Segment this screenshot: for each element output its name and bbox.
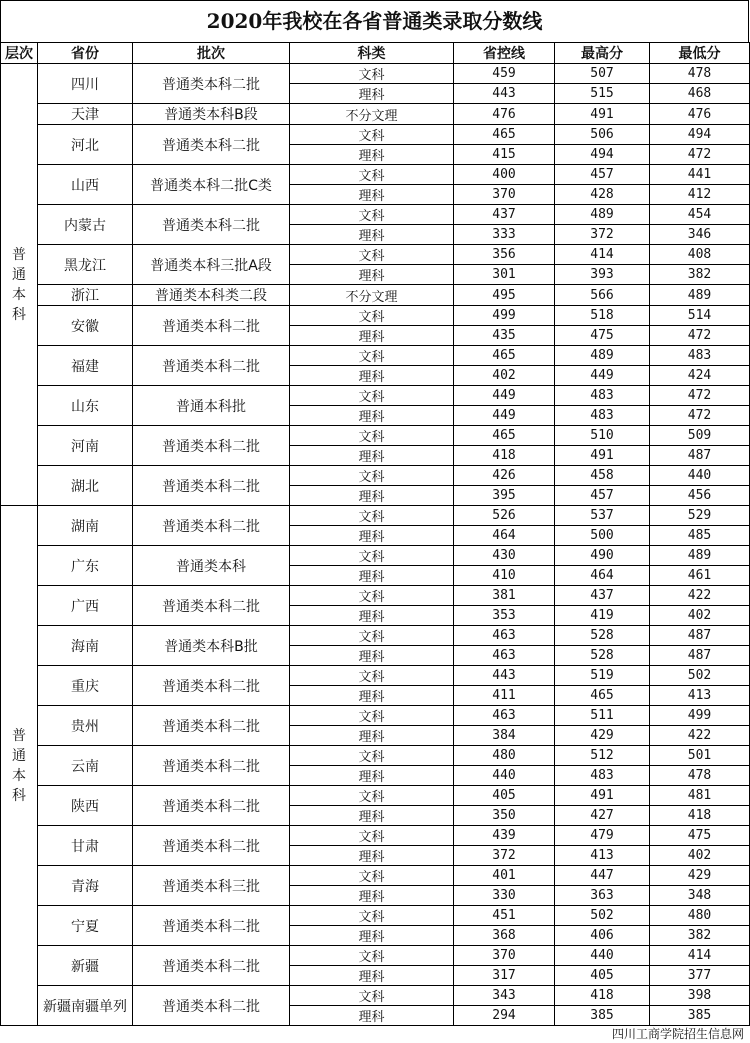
max-score-cell: 537 — [555, 506, 650, 526]
subject-cell: 文科 — [290, 125, 454, 145]
min-score-cell: 456 — [650, 486, 750, 506]
province-cell: 新疆 — [38, 946, 133, 986]
control-line-cell: 400 — [454, 165, 555, 185]
subject-cell: 理科 — [290, 886, 454, 906]
max-score-cell: 447 — [555, 866, 650, 886]
subject-cell: 理科 — [290, 806, 454, 826]
control-line-cell: 465 — [454, 426, 555, 446]
min-score-cell: 472 — [650, 406, 750, 426]
subject-cell: 文科 — [290, 866, 454, 886]
batch-cell: 普通类本科二批 — [133, 746, 290, 786]
control-line-cell: 350 — [454, 806, 555, 826]
control-line-cell: 356 — [454, 245, 555, 265]
province-cell: 安徽 — [38, 306, 133, 346]
batch-cell: 普通类本科二批 — [133, 786, 290, 826]
batch-cell: 普通类本科B批 — [133, 626, 290, 666]
max-score-cell: 437 — [555, 586, 650, 606]
min-score-cell: 485 — [650, 526, 750, 546]
watermark: 四川工商学院招生信息网 — [608, 1026, 748, 1043]
min-score-cell: 487 — [650, 626, 750, 646]
control-line-cell: 443 — [454, 84, 555, 104]
subject-cell: 理科 — [290, 265, 454, 285]
batch-cell: 普通类本科二批 — [133, 666, 290, 706]
max-score-cell: 385 — [555, 1006, 650, 1026]
batch-cell: 普通类本科二批 — [133, 346, 290, 386]
control-line-cell: 402 — [454, 366, 555, 386]
min-score-cell: 480 — [650, 906, 750, 926]
min-score-cell: 501 — [650, 746, 750, 766]
subject-cell: 文科 — [290, 586, 454, 606]
subject-cell: 理科 — [290, 406, 454, 426]
control-line-cell: 330 — [454, 886, 555, 906]
table-row — [1, 626, 750, 646]
subject-cell: 理科 — [290, 446, 454, 466]
table-row — [1, 786, 750, 806]
min-score-cell: 489 — [650, 546, 750, 566]
control-line-cell: 370 — [454, 946, 555, 966]
batch-cell: 普通类本科二批 — [133, 706, 290, 746]
province-cell: 重庆 — [38, 666, 133, 706]
subject-cell: 文科 — [290, 666, 454, 686]
max-score-cell: 449 — [555, 366, 650, 386]
min-score-cell: 402 — [650, 846, 750, 866]
min-score-cell: 494 — [650, 125, 750, 145]
max-score-cell: 483 — [555, 386, 650, 406]
province-cell: 海南 — [38, 626, 133, 666]
control-line-cell: 439 — [454, 826, 555, 846]
min-score-cell: 472 — [650, 386, 750, 406]
province-cell: 广东 — [38, 546, 133, 586]
control-line-cell: 430 — [454, 546, 555, 566]
level-label: 普通本科 — [12, 727, 26, 804]
table-row — [1, 285, 750, 306]
min-score-cell: 489 — [650, 285, 750, 306]
control-line-cell: 333 — [454, 225, 555, 245]
page-title: 2020年我校在各省普通类录取分数线 — [0, 0, 749, 43]
min-score-cell: 487 — [650, 646, 750, 666]
table-row — [1, 125, 750, 145]
table-row — [1, 506, 750, 526]
subject-cell: 文科 — [290, 245, 454, 265]
max-score-cell: 502 — [555, 906, 650, 926]
header-control-line: 省控线 — [454, 43, 555, 64]
table-row — [1, 306, 750, 326]
table-row — [1, 586, 750, 606]
subject-cell: 不分文理 — [290, 104, 454, 125]
min-score-cell: 454 — [650, 205, 750, 225]
subject-cell: 文科 — [290, 746, 454, 766]
control-line-cell: 301 — [454, 265, 555, 285]
batch-cell: 普通类本科二批 — [133, 986, 290, 1026]
max-score-cell: 427 — [555, 806, 650, 826]
province-cell: 黑龙江 — [38, 245, 133, 285]
min-score-cell: 441 — [650, 165, 750, 185]
min-score-cell: 502 — [650, 666, 750, 686]
min-score-cell: 385 — [650, 1006, 750, 1026]
control-line-cell: 480 — [454, 746, 555, 766]
subject-cell: 理科 — [290, 366, 454, 386]
min-score-cell: 408 — [650, 245, 750, 265]
control-line-cell: 370 — [454, 185, 555, 205]
subject-cell: 理科 — [290, 726, 454, 746]
max-score-cell: 457 — [555, 165, 650, 185]
province-cell: 陕西 — [38, 786, 133, 826]
admission-score-table — [0, 42, 750, 1026]
min-score-cell: 398 — [650, 986, 750, 1006]
batch-cell: 普通类本科三批 — [133, 866, 290, 906]
max-score-cell: 491 — [555, 446, 650, 466]
subject-cell: 文科 — [290, 826, 454, 846]
province-cell: 宁夏 — [38, 906, 133, 946]
min-score-cell: 382 — [650, 926, 750, 946]
control-line-cell: 437 — [454, 205, 555, 225]
province-cell: 湖南 — [38, 506, 133, 546]
subject-cell: 文科 — [290, 64, 454, 84]
subject-cell: 文科 — [290, 426, 454, 446]
control-line-cell: 411 — [454, 686, 555, 706]
max-score-cell: 491 — [555, 786, 650, 806]
level-label: 普通本科 — [12, 246, 26, 323]
subject-cell: 理科 — [290, 84, 454, 104]
min-score-cell: 377 — [650, 966, 750, 986]
max-score-cell: 566 — [555, 285, 650, 306]
min-score-cell: 440 — [650, 466, 750, 486]
min-score-cell: 402 — [650, 606, 750, 626]
control-line-cell: 465 — [454, 125, 555, 145]
table-row — [1, 245, 750, 265]
max-score-cell: 429 — [555, 726, 650, 746]
max-score-cell: 512 — [555, 746, 650, 766]
table-row — [1, 986, 750, 1006]
subject-cell: 文科 — [290, 546, 454, 566]
max-score-cell: 406 — [555, 926, 650, 946]
max-score-cell: 507 — [555, 64, 650, 84]
batch-cell: 普通类本科二批 — [133, 586, 290, 626]
control-line-cell: 463 — [454, 706, 555, 726]
batch-cell: 普通类本科二批 — [133, 466, 290, 506]
control-line-cell: 459 — [454, 64, 555, 84]
subject-cell: 文科 — [290, 466, 454, 486]
max-score-cell: 528 — [555, 626, 650, 646]
batch-cell: 普通类本科二批 — [133, 426, 290, 466]
batch-cell: 普通类本科二批 — [133, 64, 290, 104]
min-score-cell: 529 — [650, 506, 750, 526]
control-line-cell: 343 — [454, 986, 555, 1006]
table-row — [1, 165, 750, 185]
max-score-cell: 489 — [555, 205, 650, 225]
max-score-cell: 418 — [555, 986, 650, 1006]
level-cell — [1, 64, 38, 506]
header-min-score: 最低分 — [650, 43, 750, 64]
control-line-cell: 426 — [454, 466, 555, 486]
header-level: 层次 — [1, 43, 38, 64]
control-line-cell: 464 — [454, 526, 555, 546]
min-score-cell: 461 — [650, 566, 750, 586]
max-score-cell: 458 — [555, 466, 650, 486]
min-score-cell: 478 — [650, 64, 750, 84]
table-row — [1, 346, 750, 366]
control-line-cell: 317 — [454, 966, 555, 986]
max-score-cell: 465 — [555, 686, 650, 706]
table-row — [1, 826, 750, 846]
max-score-cell: 506 — [555, 125, 650, 145]
table-row — [1, 546, 750, 566]
province-cell: 贵州 — [38, 706, 133, 746]
max-score-cell: 479 — [555, 826, 650, 846]
min-score-cell: 483 — [650, 346, 750, 366]
batch-cell: 普通类本科B段 — [133, 104, 290, 125]
province-cell: 四川 — [38, 64, 133, 104]
subject-cell: 理科 — [290, 846, 454, 866]
table-row — [1, 64, 750, 84]
table-row — [1, 666, 750, 686]
max-score-cell: 440 — [555, 946, 650, 966]
min-score-cell: 382 — [650, 265, 750, 285]
subject-cell: 文科 — [290, 706, 454, 726]
subject-cell: 理科 — [290, 486, 454, 506]
batch-cell: 普通类本科二批 — [133, 906, 290, 946]
min-score-cell: 413 — [650, 686, 750, 706]
control-line-cell: 443 — [454, 666, 555, 686]
subject-cell: 文科 — [290, 205, 454, 225]
subject-cell: 文科 — [290, 346, 454, 366]
control-line-cell: 476 — [454, 104, 555, 125]
province-cell: 河南 — [38, 426, 133, 466]
control-line-cell: 353 — [454, 606, 555, 626]
min-score-cell: 472 — [650, 145, 750, 165]
control-line-cell: 465 — [454, 346, 555, 366]
header-batch: 批次 — [133, 43, 290, 64]
table-row — [1, 746, 750, 766]
province-cell: 湖北 — [38, 466, 133, 506]
batch-cell: 普通类本科二批 — [133, 506, 290, 546]
control-line-cell: 401 — [454, 866, 555, 886]
max-score-cell: 489 — [555, 346, 650, 366]
min-score-cell: 414 — [650, 946, 750, 966]
table-row — [1, 205, 750, 225]
max-score-cell: 511 — [555, 706, 650, 726]
control-line-cell: 435 — [454, 326, 555, 346]
header-max-score: 最高分 — [555, 43, 650, 64]
batch-cell: 普通类本科 — [133, 546, 290, 586]
max-score-cell: 457 — [555, 486, 650, 506]
control-line-cell: 405 — [454, 786, 555, 806]
subject-cell: 理科 — [290, 145, 454, 165]
table-row — [1, 386, 750, 406]
subject-cell: 理科 — [290, 686, 454, 706]
subject-cell: 文科 — [290, 306, 454, 326]
min-score-cell: 475 — [650, 826, 750, 846]
subject-cell: 理科 — [290, 646, 454, 666]
subject-cell: 文科 — [290, 626, 454, 646]
subject-cell: 理科 — [290, 766, 454, 786]
subject-cell: 理科 — [290, 526, 454, 546]
control-line-cell: 463 — [454, 626, 555, 646]
control-line-cell: 418 — [454, 446, 555, 466]
province-cell: 天津 — [38, 104, 133, 125]
province-cell: 山西 — [38, 165, 133, 205]
min-score-cell: 478 — [650, 766, 750, 786]
max-score-cell: 483 — [555, 766, 650, 786]
subject-cell: 文科 — [290, 386, 454, 406]
subject-cell: 理科 — [290, 966, 454, 986]
batch-cell: 普通类本科二批 — [133, 826, 290, 866]
min-score-cell: 481 — [650, 786, 750, 806]
min-score-cell: 487 — [650, 446, 750, 466]
header-province: 省份 — [38, 43, 133, 64]
province-cell: 山东 — [38, 386, 133, 426]
max-score-cell: 518 — [555, 306, 650, 326]
subject-cell: 理科 — [290, 926, 454, 946]
subject-cell: 文科 — [290, 986, 454, 1006]
batch-cell: 普通本科批 — [133, 386, 290, 426]
province-cell: 青海 — [38, 866, 133, 906]
min-score-cell: 422 — [650, 586, 750, 606]
subject-cell: 文科 — [290, 165, 454, 185]
control-line-cell: 495 — [454, 285, 555, 306]
control-line-cell: 372 — [454, 846, 555, 866]
min-score-cell: 468 — [650, 84, 750, 104]
table-row — [1, 104, 750, 125]
control-line-cell: 381 — [454, 586, 555, 606]
table-row — [1, 706, 750, 726]
province-cell: 广西 — [38, 586, 133, 626]
province-cell: 内蒙古 — [38, 205, 133, 245]
min-score-cell: 422 — [650, 726, 750, 746]
min-score-cell: 348 — [650, 886, 750, 906]
min-score-cell: 429 — [650, 866, 750, 886]
province-cell: 云南 — [38, 746, 133, 786]
header-row — [1, 43, 750, 64]
min-score-cell: 346 — [650, 225, 750, 245]
batch-cell: 普通类本科二批 — [133, 125, 290, 165]
province-cell: 浙江 — [38, 285, 133, 306]
subject-cell: 文科 — [290, 786, 454, 806]
min-score-cell: 472 — [650, 326, 750, 346]
province-cell: 甘肃 — [38, 826, 133, 866]
min-score-cell: 424 — [650, 366, 750, 386]
batch-cell: 普通类本科二批 — [133, 306, 290, 346]
control-line-cell: 440 — [454, 766, 555, 786]
max-score-cell: 475 — [555, 326, 650, 346]
control-line-cell: 463 — [454, 646, 555, 666]
subject-cell: 理科 — [290, 185, 454, 205]
control-line-cell: 368 — [454, 926, 555, 946]
subject-cell: 理科 — [290, 566, 454, 586]
subject-cell: 文科 — [290, 946, 454, 966]
batch-cell: 普通类本科二批C类 — [133, 165, 290, 205]
max-score-cell: 494 — [555, 145, 650, 165]
max-score-cell: 413 — [555, 846, 650, 866]
max-score-cell: 515 — [555, 84, 650, 104]
max-score-cell: 491 — [555, 104, 650, 125]
max-score-cell: 393 — [555, 265, 650, 285]
batch-cell: 普通类本科三批A段 — [133, 245, 290, 285]
table-row — [1, 866, 750, 886]
subject-cell: 理科 — [290, 326, 454, 346]
control-line-cell: 449 — [454, 386, 555, 406]
table-row — [1, 946, 750, 966]
max-score-cell: 464 — [555, 566, 650, 586]
subject-cell: 文科 — [290, 906, 454, 926]
control-line-cell: 395 — [454, 486, 555, 506]
batch-cell: 普通类本科二批 — [133, 205, 290, 245]
control-line-cell: 294 — [454, 1006, 555, 1026]
max-score-cell: 490 — [555, 546, 650, 566]
table-row — [1, 466, 750, 486]
max-score-cell: 428 — [555, 185, 650, 205]
province-cell: 河北 — [38, 125, 133, 165]
level-cell — [1, 506, 38, 1026]
subject-cell: 文科 — [290, 506, 454, 526]
province-cell: 新疆南疆单列 — [38, 986, 133, 1026]
batch-cell: 普通类本科二批 — [133, 946, 290, 986]
table-row — [1, 906, 750, 926]
min-score-cell: 514 — [650, 306, 750, 326]
max-score-cell: 519 — [555, 666, 650, 686]
subject-cell: 理科 — [290, 1006, 454, 1026]
max-score-cell: 510 — [555, 426, 650, 446]
control-line-cell: 410 — [454, 566, 555, 586]
batch-cell: 普通类本科类二段 — [133, 285, 290, 306]
min-score-cell: 412 — [650, 185, 750, 205]
max-score-cell: 419 — [555, 606, 650, 626]
header-subject: 科类 — [290, 43, 454, 64]
min-score-cell: 499 — [650, 706, 750, 726]
control-line-cell: 384 — [454, 726, 555, 746]
max-score-cell: 372 — [555, 225, 650, 245]
max-score-cell: 500 — [555, 526, 650, 546]
control-line-cell: 449 — [454, 406, 555, 426]
subject-cell: 不分文理 — [290, 285, 454, 306]
max-score-cell: 405 — [555, 966, 650, 986]
control-line-cell: 451 — [454, 906, 555, 926]
max-score-cell: 528 — [555, 646, 650, 666]
control-line-cell: 499 — [454, 306, 555, 326]
subject-cell: 理科 — [290, 225, 454, 245]
min-score-cell: 509 — [650, 426, 750, 446]
max-score-cell: 483 — [555, 406, 650, 426]
max-score-cell: 363 — [555, 886, 650, 906]
province-cell: 福建 — [38, 346, 133, 386]
control-line-cell: 415 — [454, 145, 555, 165]
subject-cell: 理科 — [290, 606, 454, 626]
min-score-cell: 476 — [650, 104, 750, 125]
table-row — [1, 426, 750, 446]
max-score-cell: 414 — [555, 245, 650, 265]
min-score-cell: 418 — [650, 806, 750, 826]
control-line-cell: 526 — [454, 506, 555, 526]
